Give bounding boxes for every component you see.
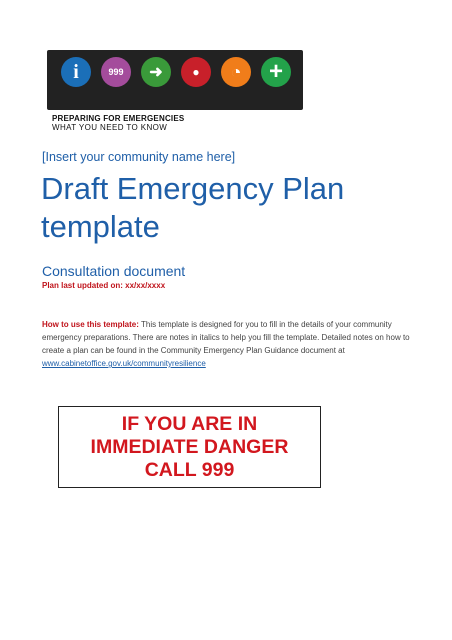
document-title-line2: template <box>41 209 160 244</box>
logo-caption-main: PREPARING FOR EMERGENCIES <box>52 114 185 123</box>
danger-warning-box <box>58 406 321 488</box>
how-to-use-body: This template is designed for you to fill in the details of your community emergency preparations. There are notes in italics to help you fill the template. Detailed notes on how to create a plan can be found in the Community Emergency Plan Guidance document at <box>42 320 410 355</box>
how-to-use-paragraph <box>42 318 412 370</box>
danger-line-3: CALL 999 <box>144 458 235 481</box>
community-resilience-link[interactable]: www.cabinetoffice.gov.uk/communityresilience <box>42 359 206 368</box>
danger-line-1: IF YOU ARE IN <box>121 412 258 435</box>
arrow-right-icon: ➜ <box>141 57 171 87</box>
how-to-use-lead: How to use this template: <box>42 320 139 329</box>
keyhole-icon: ● <box>181 57 211 87</box>
match-flame-icon: ◔ <box>221 57 251 87</box>
last-updated-date: Plan last updated on: xx/xx/xxxx <box>42 281 166 290</box>
logo-caption <box>52 114 184 132</box>
document-subtitle: Consultation document <box>42 263 186 279</box>
document-title-line1: Draft Emergency Plan <box>41 171 345 206</box>
info-icon: i <box>61 57 91 87</box>
emergency-999-icon: 999 <box>101 57 131 87</box>
danger-line-2: IMMEDIATE DANGER <box>90 435 289 458</box>
plus-icon: + <box>261 57 291 87</box>
logo-strip <box>47 50 303 110</box>
community-name-placeholder: [Insert your community name here] <box>42 150 236 164</box>
document-title <box>41 170 421 246</box>
logo-caption-sub: WHAT YOU NEED TO KNOW <box>52 123 168 132</box>
